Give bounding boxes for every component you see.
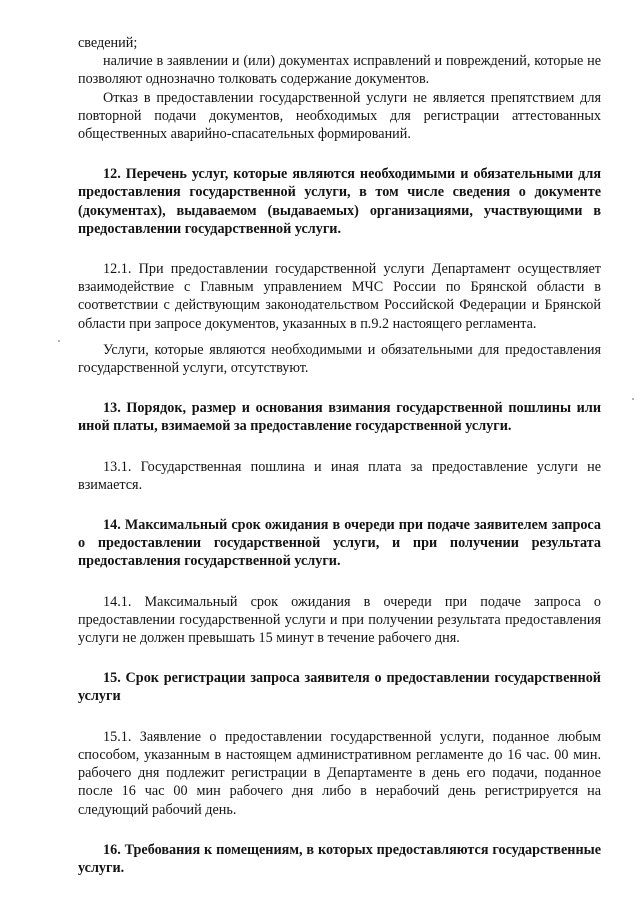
paragraph-services-absent: Услуги, которые являются необходимыми и обязательными для предоставления государственной услуги, отсутствуют. [78,341,601,377]
document-page [78,34,601,877]
heading-section-13: 13. Порядок, размер и основания взимания государственной пошлины или иной платы, взимаемой за предоставление государственной услуги. [78,400,601,435]
paragraph-14-1: 14.1. Максимальный срок ожидания в очереди при подаче запроса о предоставлении государственной услуги и при получении результата предоставления услуги не должен превышать 15 минут в течение рабочего дня. [78,593,601,647]
heading-section-15: 15. Срок регистрации запроса заявителя о предоставлении государственной услуги [78,670,601,705]
paragraph-15-1: 15.1. Заявление о предоставлении государственной услуги, поданное любым способом, указанным в настоящем административном регламенте до 16 час. 00 мин. рабочего дня подлежит регистрации в Департаменте в день его подачи, поданное после 16 час 00 мин рабочего дня либо в нерабочий день регистрируется на следующий рабочий день. [78,728,601,818]
paragraph-13-1: 13.1. Государственная пошлина и иная плата за предоставление услуги не взимается. [78,458,601,493]
paragraph-reasons-end: сведений; [78,35,138,51]
heading-section-16: 16. Требования к помещениям, в которых предоставляются государственные услуги. [78,841,601,876]
heading-section-14: 14. Максимальный срок ожидания в очереди при подаче заявителем запроса о предоставлении государственной услуги, и при получении результата предоставления государственной услуги. [78,517,601,570]
scan-speck [58,340,60,342]
heading-section-12: 12. Перечень услуг, которые являются необходимыми и обязательными для предоставления государственной услуги, в том числе сведения о документе (документах), выдаваемом (выдаваемых) организациями, участвующими в предоставлении государственной услуги. [78,166,601,237]
paragraph-corrections: наличие в заявлении и (или) документах исправлений и повреждений, которые не позволяют однозначно толковать содержание документов. [78,53,601,88]
scan-speck [632,398,634,400]
paragraph-refusal-not-obstacle: Отказ в предоставлении государственной услуги не является препятствием для повторной подачи документов, необходимых для регистрации аттестованных общественных аварийно-спасательных формирований. [78,89,601,143]
paragraph-12-1: 12.1. При предоставлении государственной услуги Департамент осуществляет взаимодействие с Главным управлением МЧС России по Брянской области в соответствии с действующим законодательством Российской Федерации и Брянской области при запросе документов, указанных в п.9.2 настоящего регламента. [78,261,601,332]
